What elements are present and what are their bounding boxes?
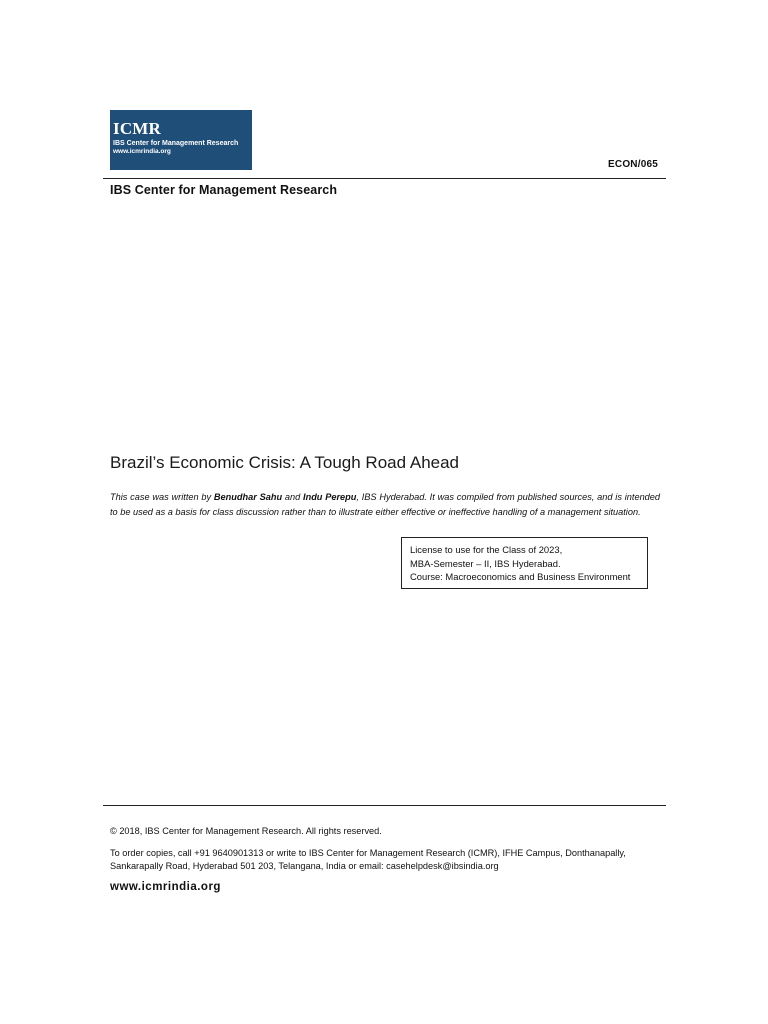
logo-title: ICMR — [113, 119, 162, 138]
intro-prefix: This case was written by — [110, 492, 214, 502]
organization-name: IBS Center for Management Research — [110, 183, 338, 197]
website-link[interactable]: www.icmrindia.org — [110, 881, 221, 893]
footer-divider — [103, 805, 666, 806]
author-2: Indu Perepu — [303, 492, 357, 502]
order-info: To order copies, call +91 9640901313 or write to IBS Center for Management Research (ICMR), IFHE Campus, Donthanapally, Sankarapally Road, Hyderabad 501 203, Telangana, India or email: casehelpdesk@ibsindia.org — [110, 848, 626, 871]
case-intro — [110, 490, 660, 519]
case-code: ECON/065 — [608, 159, 658, 170]
license-box — [401, 537, 648, 589]
copyright: © 2018, IBS Center for Management Research. All rights reserved. — [110, 826, 382, 836]
icmr-logo — [110, 110, 252, 170]
logo-url: www.icmrindia.org — [113, 148, 171, 155]
case-title: Brazil’s Economic Crisis: A Tough Road Ahead — [110, 453, 460, 472]
intro-and: and — [282, 492, 304, 502]
license-line-2: MBA-Semester – II, IBS Hyderabad. — [410, 557, 561, 569]
license-line-3: Course: Macroeconomics and Business Environment — [410, 571, 631, 582]
logo-subtitle: IBS Center for Management Research — [113, 140, 239, 147]
license-line-1: License to use for the Class of 2023, — [410, 544, 563, 555]
header-divider — [103, 178, 666, 179]
author-1: Benudhar Sahu — [213, 492, 283, 502]
intro-suffix: , IBS Hyderabad. It was compiled from published sources, and is intended to be used as a basis for class discussion rather than to illustrate either effective or ineffective handling of a management situation. — [110, 492, 661, 517]
